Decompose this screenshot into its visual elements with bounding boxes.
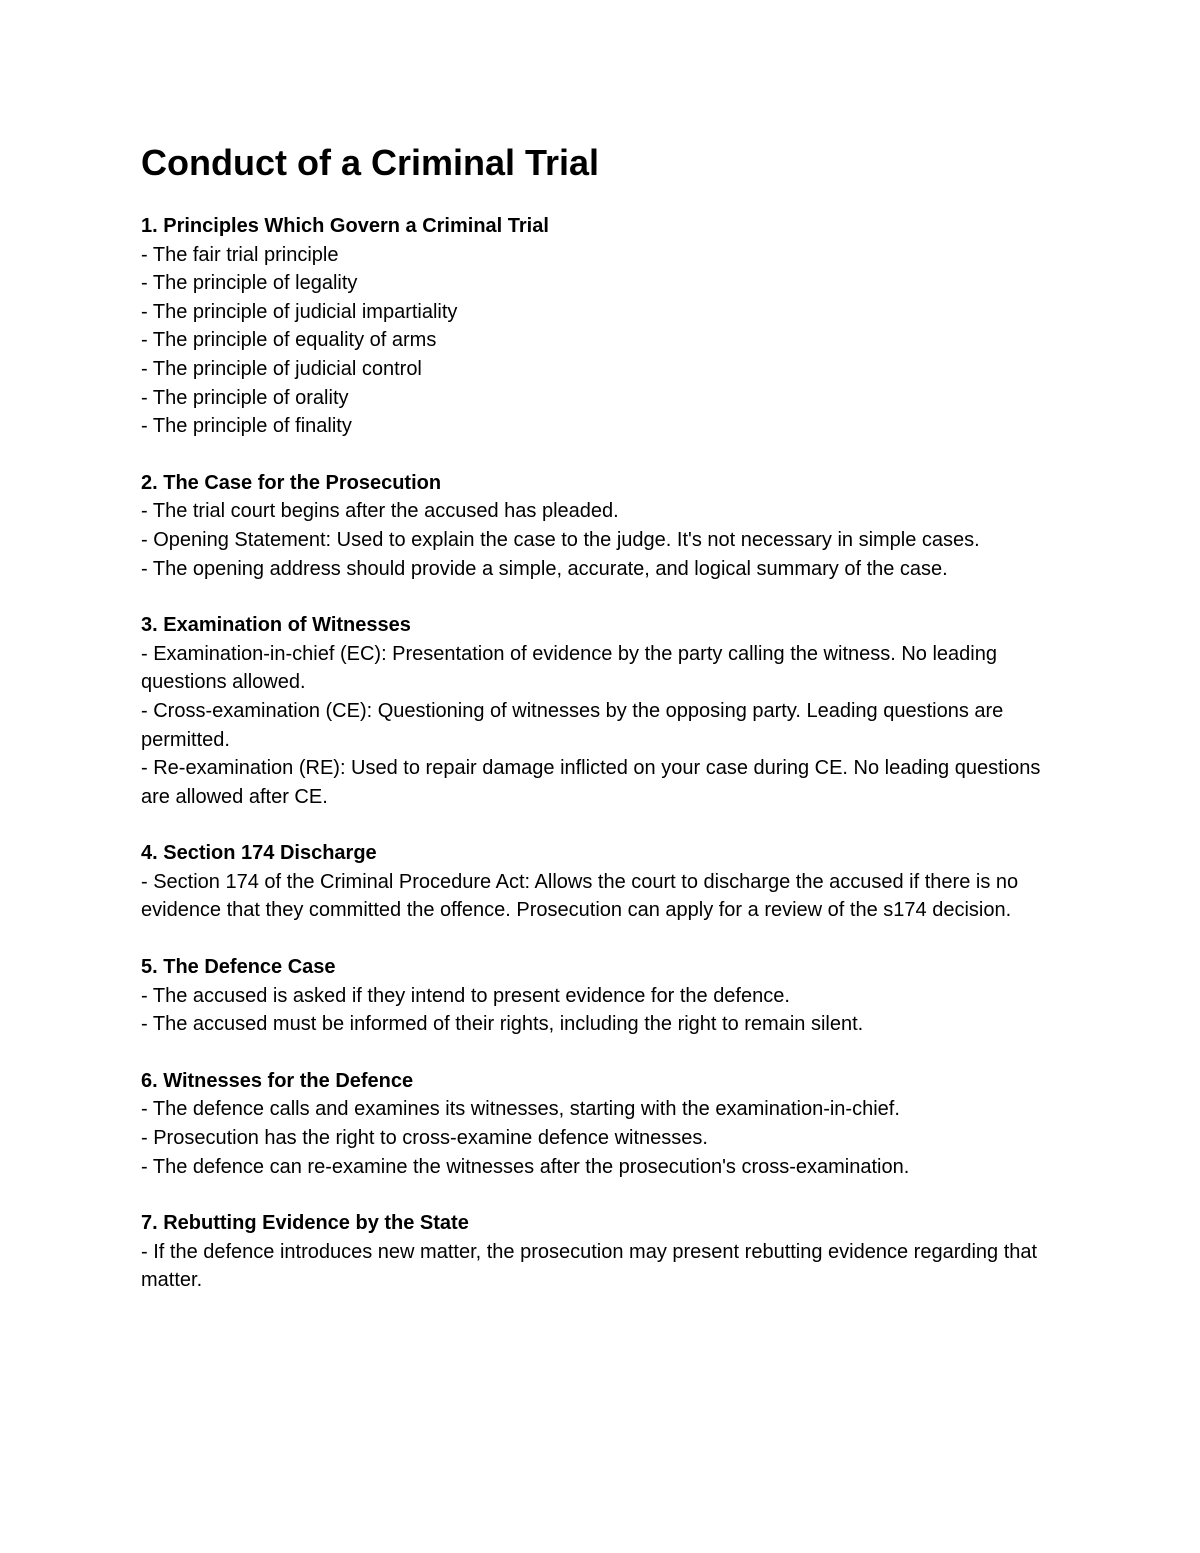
document-body: [141, 140, 1061, 1323]
list-item: - If the defence introduces new matter, the prosecution may present rebutting evidence regarding that matter.: [141, 1240, 1038, 1292]
list-item: - Examination-in-chief (EC): Presentation of evidence by the party calling the witness. No leading questions allowed.: [141, 642, 997, 694]
section-heading: 2. The Case for the Prosecution: [141, 471, 442, 494]
section-heading: 1. Principles Which Govern a Criminal Trial: [141, 215, 549, 237]
list-item: - The principle of equality of arms: [141, 329, 437, 352]
list-item: - The opening address should provide a simple, accurate, and logical summary of the case.: [141, 557, 948, 580]
list-item: - Cross-examination (CE): Questioning of witnesses by the opposing party. Leading questions are permitted.: [141, 699, 1004, 751]
list-item: - Re-examination (RE): Used to repair damage inflicted on your case during CE. No leading questions are allowed after CE.: [141, 757, 1041, 808]
document-title: Conduct of a Criminal Trial: [141, 142, 600, 183]
section-defence-witnesses: [141, 1067, 1061, 1181]
list-item: - Section 174 of the Criminal Procedure Act: Allows the court to discharge the accused if there is no evidence that they committed the offence. Prosecution can apply for a review of the s174 decision.: [141, 870, 1019, 922]
list-item: - The trial court begins after the accused has pleaded.: [141, 500, 619, 523]
list-item: - The accused must be informed of their rights, including the right to remain silent.: [141, 1013, 864, 1036]
list-item: - The defence calls and examines its witnesses, starting with the examination-in-chief.: [141, 1098, 900, 1121]
list-item: - The principle of judicial control: [141, 357, 422, 380]
list-item: - The principle of judicial impartiality: [141, 300, 458, 323]
section-heading: 3. Examination of Witnesses: [141, 614, 411, 637]
section-principles: [141, 212, 1061, 441]
section-discharge: [141, 839, 1061, 925]
section-heading: 5. The Defence Case: [141, 956, 336, 979]
section-heading: 4. Section 174 Discharge: [141, 842, 377, 865]
list-item: - The defence can re-examine the witnesses after the prosecution's cross-examination.: [141, 1155, 910, 1178]
section-prosecution: [141, 469, 1061, 583]
section-examination: [141, 611, 1061, 811]
list-item: - The principle of orality: [141, 386, 349, 409]
section-heading: 6. Witnesses for the Defence: [141, 1069, 414, 1092]
section-rebutting-evidence: [141, 1209, 1061, 1295]
list-item: - The accused is asked if they intend to present evidence for the defence.: [141, 984, 790, 1007]
section-defence-case: [141, 953, 1061, 1039]
list-item: - The fair trial principle: [141, 243, 339, 266]
list-item: - The principle of legality: [141, 272, 358, 295]
list-item: - Prosecution has the right to cross-examine defence witnesses.: [141, 1127, 708, 1150]
section-heading: 7. Rebutting Evidence by the State: [141, 1212, 469, 1235]
list-item: - The principle of finality: [141, 415, 352, 438]
list-item: - Opening Statement: Used to explain the case to the judge. It's not necessary in simple cases.: [141, 528, 980, 551]
